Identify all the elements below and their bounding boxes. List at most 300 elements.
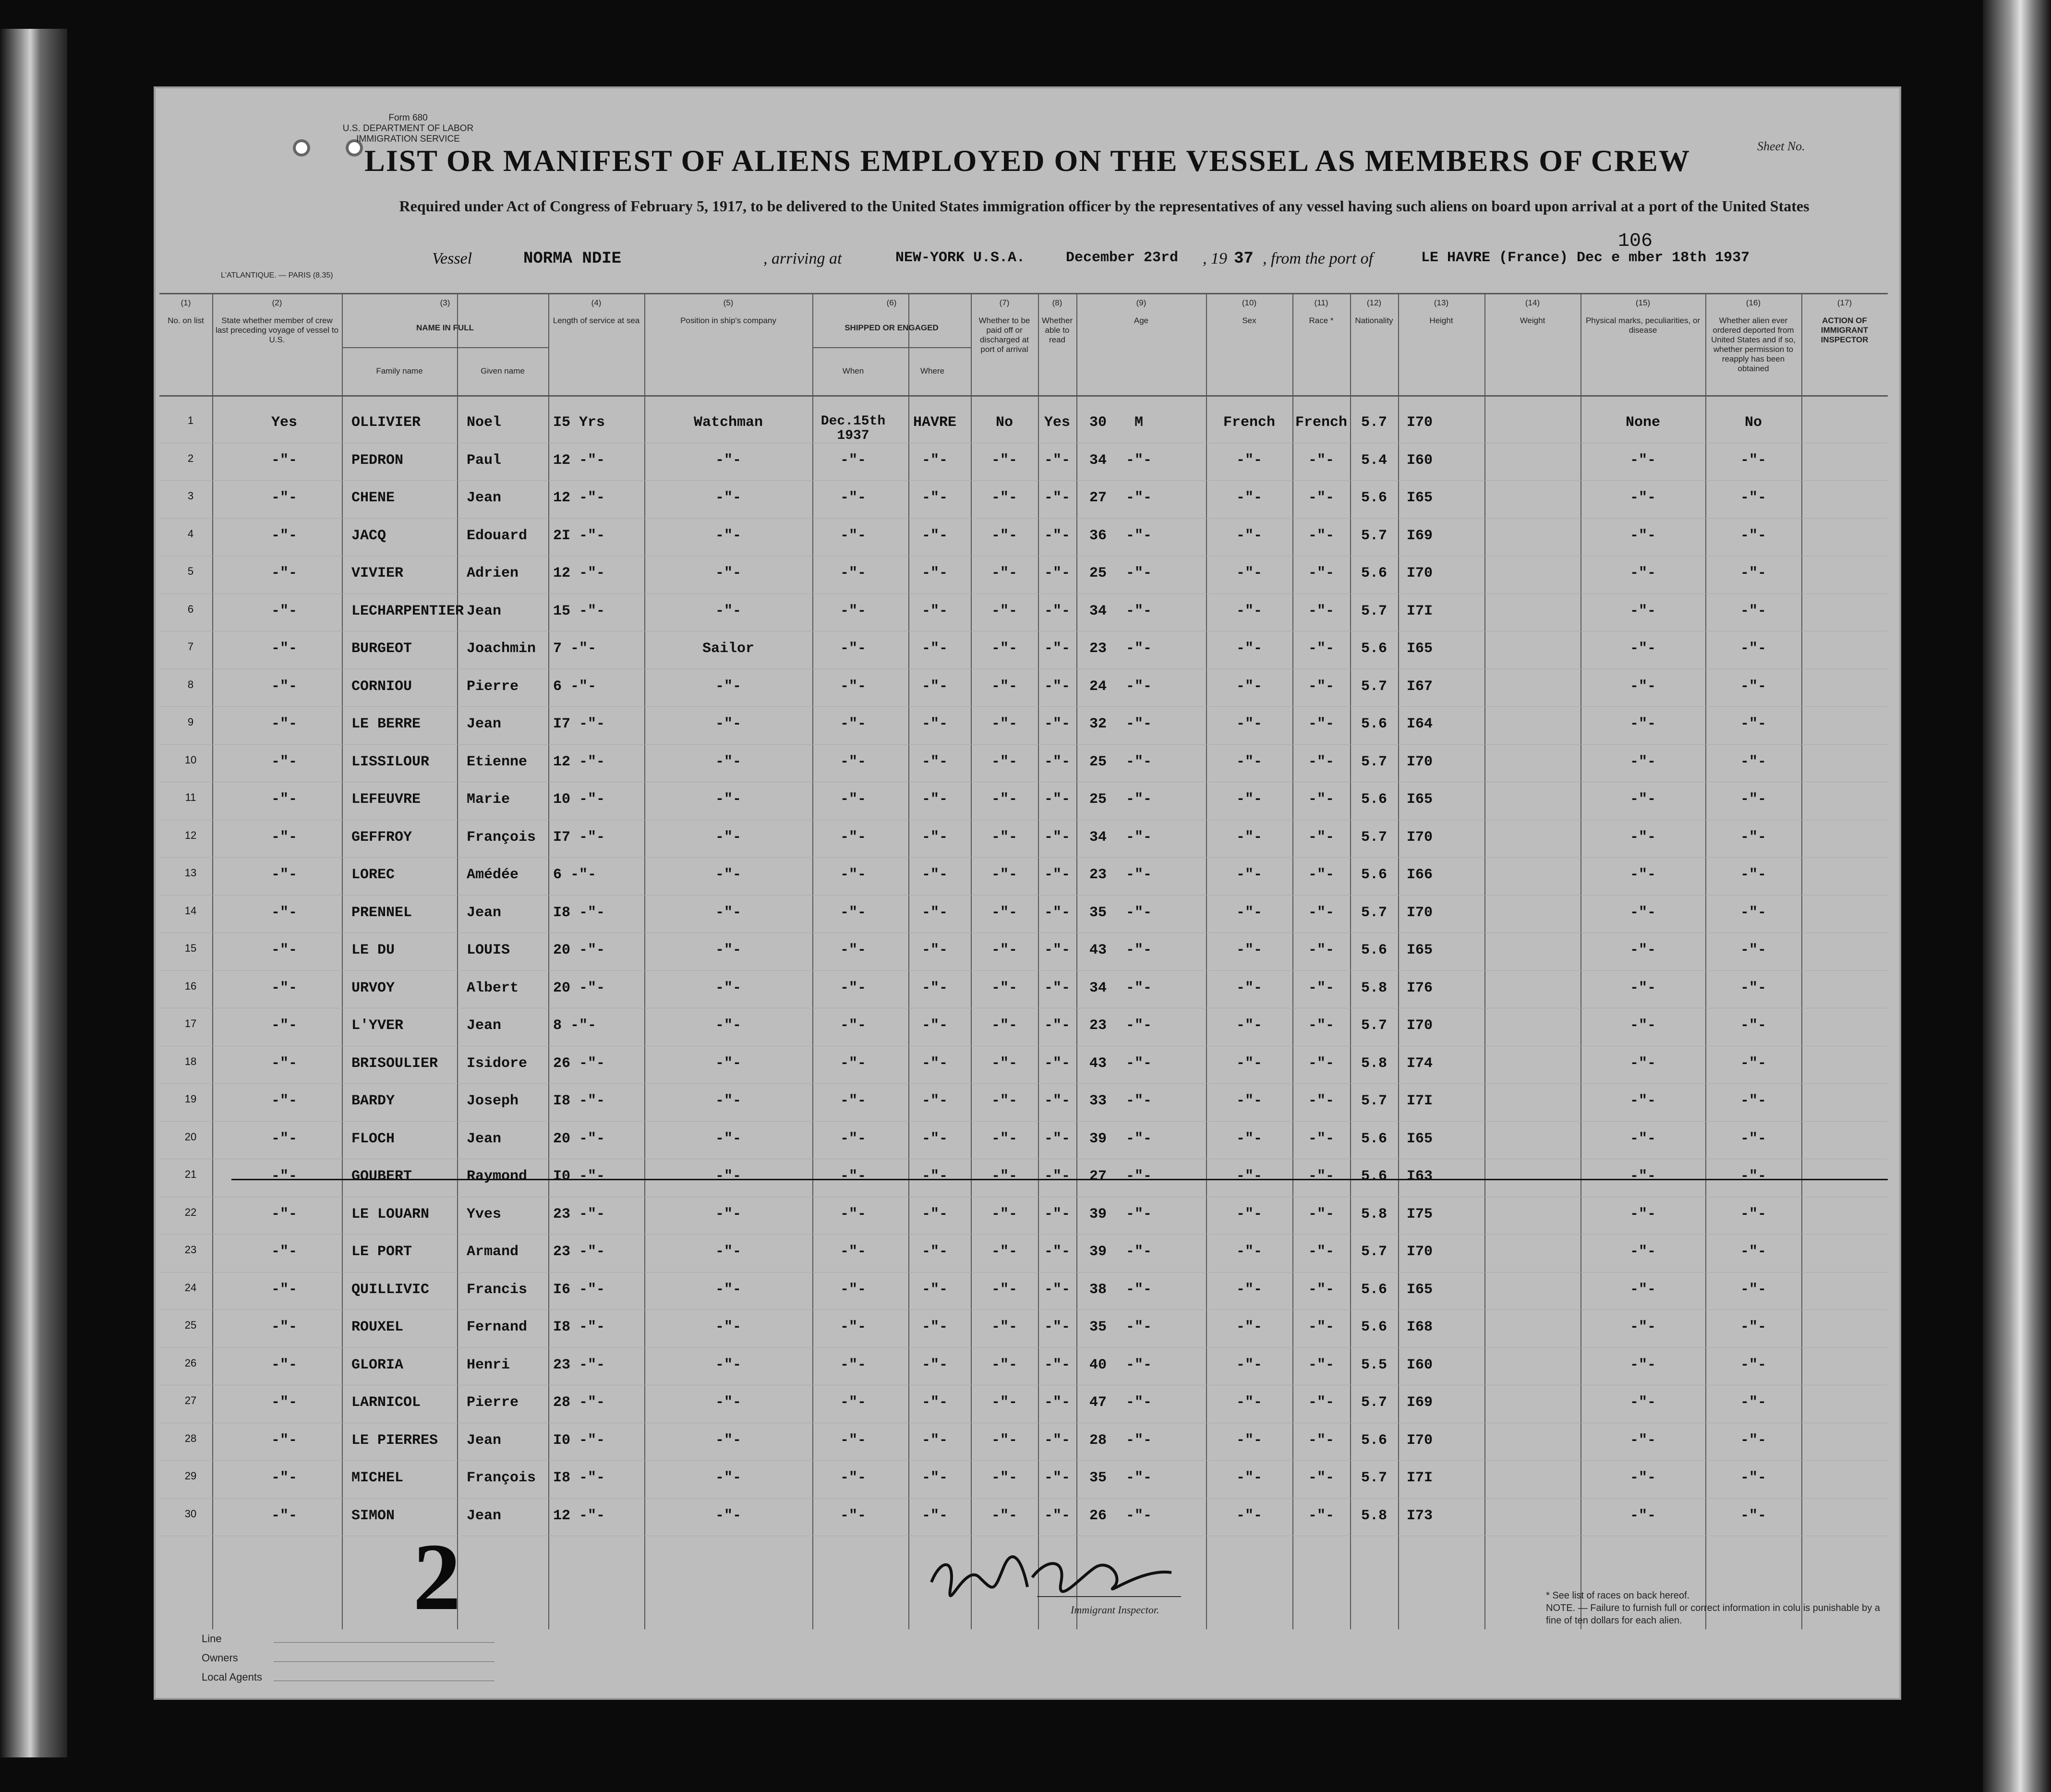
subheader-rule <box>812 347 971 348</box>
row-rule <box>159 1309 1888 1310</box>
cell-no: 13 <box>184 867 197 879</box>
cell-deported: -"- <box>1740 452 1766 469</box>
cell-no: 14 <box>184 904 197 917</box>
crew-table <box>159 293 1888 1629</box>
cell-marks: -"- <box>1629 1356 1656 1373</box>
column-rule <box>548 294 549 1629</box>
cell-nat: -"- <box>1308 942 1334 958</box>
column-header: Age <box>1134 316 1149 325</box>
cell-when: -"- <box>840 1130 866 1147</box>
cell-service: I8 -"- <box>553 904 605 921</box>
cell-when: -"- <box>840 1432 866 1449</box>
cell-marks: -"- <box>1629 490 1656 506</box>
cell-marks: -"- <box>1629 1168 1656 1185</box>
inspector-signature <box>922 1549 1191 1606</box>
cell-age: 23 <box>1089 1017 1107 1034</box>
cell-read: -"- <box>1044 641 1070 657</box>
cell-race: -"- <box>1236 1432 1262 1449</box>
cell-family: QUILLIVIC <box>351 1281 430 1298</box>
cell-weight: I70 <box>1406 1432 1433 1449</box>
cell-race: French <box>1223 414 1276 431</box>
cell-service: 2I -"- <box>553 527 605 544</box>
cell-when: -"- <box>840 1055 866 1072</box>
cell-age: 34 <box>1089 603 1107 619</box>
cell-when: -"- <box>840 1394 866 1411</box>
cell-read: -"- <box>1044 829 1070 846</box>
form-number <box>336 113 480 145</box>
cell-given: Noel <box>467 414 502 431</box>
cell-no: 25 <box>184 1319 197 1331</box>
cell-deported: -"- <box>1740 791 1766 808</box>
cell-family: CORNIOU <box>351 678 412 695</box>
cell-deported: -"- <box>1740 980 1766 996</box>
cell-nat: -"- <box>1308 1319 1334 1335</box>
cell-read: -"- <box>1044 527 1070 544</box>
column-subheader: Where <box>920 366 945 375</box>
cell-prev: -"- <box>271 1244 297 1260</box>
cell-paid: -"- <box>991 1319 1017 1335</box>
cell-service: 8 -"- <box>553 1017 597 1034</box>
cell-sex: -"- <box>1125 641 1152 657</box>
cell-weight: I65 <box>1406 1281 1433 1298</box>
cell-no: 4 <box>187 527 194 540</box>
cell-marks: -"- <box>1629 829 1656 846</box>
cell-weight: I70 <box>1406 1017 1433 1034</box>
cell-deported: -"- <box>1740 716 1766 732</box>
cell-family: ROUXEL <box>351 1319 404 1335</box>
cell-paid: -"- <box>991 565 1017 581</box>
cell-marks: -"- <box>1629 641 1656 657</box>
cell-read: -"- <box>1044 753 1070 770</box>
cell-no: 8 <box>187 678 194 690</box>
cell-nat: -"- <box>1308 980 1334 996</box>
cell-no: 23 <box>184 1244 197 1256</box>
cell-age: 23 <box>1089 641 1107 657</box>
cell-family: SIMON <box>351 1507 395 1524</box>
cell-sex: -"- <box>1125 1356 1152 1373</box>
cell-height: 5.4 <box>1361 452 1387 469</box>
cell-height: 5.6 <box>1361 791 1387 808</box>
cell-deported: -"- <box>1740 1244 1766 1260</box>
column-rule <box>644 294 645 1629</box>
cell-prev: -"- <box>271 980 297 996</box>
cell-age: 39 <box>1089 1130 1107 1147</box>
cell-age: 38 <box>1089 1281 1107 1298</box>
cell-height: 5.8 <box>1361 980 1387 996</box>
cell-height: 5.7 <box>1361 1470 1387 1486</box>
row-rule <box>159 744 1888 745</box>
cell-deported: -"- <box>1740 1281 1766 1298</box>
cell-given: Jean <box>467 603 502 619</box>
cell-age: 25 <box>1089 791 1107 808</box>
cell-marks: -"- <box>1629 452 1656 469</box>
column-number: (5) <box>723 298 734 307</box>
cell-nat: -"- <box>1308 904 1334 921</box>
cell-nat: -"- <box>1308 791 1334 808</box>
column-header: State whether member of crew last preceding voyage of vessel to U.S. <box>215 316 339 344</box>
cell-deported: -"- <box>1740 1093 1766 1109</box>
cell-weight: I60 <box>1406 1356 1433 1373</box>
cell-when: -"- <box>840 452 866 469</box>
cell-given: Armand <box>467 1244 519 1260</box>
cell-service: 20 -"- <box>553 980 605 996</box>
column-header: Sex <box>1242 316 1256 325</box>
cell-sex: -"- <box>1125 527 1152 544</box>
cell-service: 7 -"- <box>553 641 597 657</box>
cell-paid: -"- <box>991 641 1017 657</box>
cell-family: LOREC <box>351 867 395 883</box>
cell-marks: -"- <box>1629 753 1656 770</box>
cell-no: 3 <box>187 490 194 502</box>
cell-marks: -"- <box>1629 1093 1656 1109</box>
cell-paid: No <box>995 414 1013 431</box>
cell-weight: I65 <box>1406 791 1433 808</box>
cell-nat: -"- <box>1308 867 1334 883</box>
cell-prev: -"- <box>271 527 297 544</box>
cell-no: 2 <box>187 452 194 464</box>
cell-deported: No <box>1744 414 1762 431</box>
cell-race: -"- <box>1236 603 1262 619</box>
cell-weight: I73 <box>1406 1507 1433 1524</box>
cell-sex: -"- <box>1125 980 1152 996</box>
column-subheader: Given name <box>481 366 525 375</box>
cell-paid: -"- <box>991 678 1017 695</box>
cell-position: -"- <box>715 1093 741 1109</box>
cell-height: 5.7 <box>1361 527 1387 544</box>
cell-when: -"- <box>840 1507 866 1524</box>
cell-given: Yves <box>467 1206 502 1223</box>
cell-race: -"- <box>1236 904 1262 921</box>
footer <box>154 1623 1901 1700</box>
cell-height: 5.7 <box>1361 829 1387 846</box>
cell-given: Adrien <box>467 565 519 581</box>
cell-read: -"- <box>1044 1507 1070 1524</box>
cell-marks: -"- <box>1629 527 1656 544</box>
cell-paid: -"- <box>991 1206 1017 1223</box>
cell-where: -"- <box>921 1168 948 1185</box>
cell-position: -"- <box>715 1319 741 1335</box>
cell-nat: -"- <box>1308 1093 1334 1109</box>
cell-paid: -"- <box>991 452 1017 469</box>
cell-service: 26 -"- <box>553 1055 605 1072</box>
column-number: (16) <box>1746 298 1761 307</box>
cell-prev: -"- <box>271 1017 297 1034</box>
cell-read: -"- <box>1044 867 1070 883</box>
cell-age: 35 <box>1089 1319 1107 1335</box>
cell-weight: I69 <box>1406 1394 1433 1411</box>
cell-prev: -"- <box>271 641 297 657</box>
cell-deported: -"- <box>1740 1206 1766 1223</box>
cell-sex: -"- <box>1125 1168 1152 1185</box>
cell-where: -"- <box>921 829 948 846</box>
cell-race: -"- <box>1236 490 1262 506</box>
cell-where: -"- <box>921 980 948 996</box>
arrival-date: December 23rd <box>1066 250 1179 266</box>
cell-deported: -"- <box>1740 641 1766 657</box>
cell-race: -"- <box>1236 1319 1262 1335</box>
cell-age: 25 <box>1089 565 1107 581</box>
cell-position: -"- <box>715 791 741 808</box>
column-header: ACTION OF IMMIGRANT INSPECTOR <box>1821 316 1869 344</box>
column-rule <box>812 294 813 1629</box>
cell-prev: -"- <box>271 1055 297 1072</box>
cell-when: -"- <box>840 1470 866 1486</box>
cell-given: LOUIS <box>467 942 510 958</box>
cell-age: 35 <box>1089 904 1107 921</box>
cell-prev: -"- <box>271 1168 297 1185</box>
cell-where: -"- <box>921 1206 948 1223</box>
cell-family: URVOY <box>351 980 395 996</box>
cell-marks: -"- <box>1629 1206 1656 1223</box>
cell-read: Yes <box>1044 414 1070 431</box>
column-number: (10) <box>1242 298 1257 307</box>
cell-prev: -"- <box>271 1281 297 1298</box>
cell-no: 20 <box>184 1130 197 1143</box>
cell-when: -"- <box>840 1319 866 1335</box>
cell-prev: -"- <box>271 942 297 958</box>
cell-paid: -"- <box>991 942 1017 958</box>
cell-age: 39 <box>1089 1244 1107 1260</box>
cell-sex: -"- <box>1125 452 1152 469</box>
column-number: (15) <box>1635 298 1651 307</box>
cell-weight: I67 <box>1406 678 1433 695</box>
cell-weight: I7I <box>1406 1470 1433 1486</box>
cell-when: -"- <box>840 716 866 732</box>
cell-paid: -"- <box>991 490 1017 506</box>
cell-no: 19 <box>184 1093 197 1105</box>
cell-weight: I70 <box>1406 753 1433 770</box>
cell-race: -"- <box>1236 1281 1262 1298</box>
cell-weight: I64 <box>1406 716 1433 732</box>
cell-read: -"- <box>1044 490 1070 506</box>
cell-height: 5.6 <box>1361 641 1387 657</box>
cell-nat: -"- <box>1308 829 1334 846</box>
column-number: (9) <box>1136 298 1146 307</box>
column-header: Whether to be paid off or discharged at port of arrival <box>978 316 1030 354</box>
cell-marks: -"- <box>1629 1432 1656 1449</box>
cell-sex: -"- <box>1125 490 1152 506</box>
cell-prev: -"- <box>271 452 297 469</box>
cell-given: Pierre <box>467 678 519 695</box>
cell-position: -"- <box>715 1017 741 1034</box>
cell-marks: -"- <box>1629 942 1656 958</box>
cell-service: I0 -"- <box>553 1168 605 1185</box>
cell-position: -"- <box>715 829 741 846</box>
cell-position: -"- <box>715 678 741 695</box>
cell-no: 26 <box>184 1356 197 1369</box>
cell-weight: I75 <box>1406 1206 1433 1223</box>
row-rule <box>159 518 1888 519</box>
cell-weight: I63 <box>1406 1168 1433 1185</box>
cell-deported: -"- <box>1740 942 1766 958</box>
cell-when: -"- <box>840 829 866 846</box>
cell-nat: -"- <box>1308 1130 1334 1147</box>
cell-prev: -"- <box>271 603 297 619</box>
cell-prev: -"- <box>271 1093 297 1109</box>
cell-no: 30 <box>184 1507 197 1520</box>
cell-weight: I69 <box>1406 527 1433 544</box>
cell-nat: -"- <box>1308 1206 1334 1223</box>
printer-imprint: L'ATLANTIQUE. — PARIS (8.35) <box>221 271 333 279</box>
cell-paid: -"- <box>991 1017 1017 1034</box>
year-prefix: , 19 <box>1203 250 1227 267</box>
cell-sex: -"- <box>1125 829 1152 846</box>
cell-paid: -"- <box>991 980 1017 996</box>
cell-prev: -"- <box>271 1319 297 1335</box>
cell-marks: -"- <box>1629 867 1656 883</box>
cell-service: I5 Yrs <box>553 414 605 431</box>
binder-right-edge <box>1983 0 2051 1792</box>
cell-position: -"- <box>715 942 741 958</box>
cell-age: 34 <box>1089 980 1107 996</box>
cell-read: -"- <box>1044 904 1070 921</box>
cell-service: 10 -"- <box>553 791 605 808</box>
cell-service: 12 -"- <box>553 1507 605 1524</box>
cell-weight: I70 <box>1406 1244 1433 1260</box>
column-header: Whether able to read <box>1041 316 1073 344</box>
cell-given: Jean <box>467 1507 502 1524</box>
cell-given: Amédée <box>467 867 519 883</box>
cell-paid: -"- <box>991 829 1017 846</box>
cell-age: 27 <box>1089 490 1107 506</box>
column-subheader: When <box>842 366 864 375</box>
row-rule <box>159 1121 1888 1122</box>
column-rule <box>1801 294 1802 1629</box>
cell-sex: -"- <box>1125 1281 1152 1298</box>
cell-race: -"- <box>1236 678 1262 695</box>
cell-where: -"- <box>921 1319 948 1335</box>
cell-deported: -"- <box>1740 753 1766 770</box>
cell-sex: -"- <box>1125 867 1152 883</box>
cell-read: -"- <box>1044 1017 1070 1034</box>
cell-when: -"- <box>840 942 866 958</box>
cell-sex: -"- <box>1125 753 1152 770</box>
cell-no: 29 <box>184 1470 197 1482</box>
cell-service: 6 -"- <box>553 867 597 883</box>
cell-race: -"- <box>1236 1507 1262 1524</box>
cell-weight: I70 <box>1406 904 1433 921</box>
cell-age: 43 <box>1089 1055 1107 1072</box>
cell-position: -"- <box>715 1244 741 1260</box>
cell-family: LE BERRE <box>351 716 421 732</box>
cell-nat: -"- <box>1308 1244 1334 1260</box>
cell-paid: -"- <box>991 1394 1017 1411</box>
cell-where: -"- <box>921 1281 948 1298</box>
cell-service: I7 -"- <box>553 716 605 732</box>
cell-service: 23 -"- <box>553 1206 605 1223</box>
cell-read: -"- <box>1044 716 1070 732</box>
cell-weight: I65 <box>1406 490 1433 506</box>
column-header: Position in ship's company <box>680 316 776 325</box>
cell-marks: -"- <box>1629 603 1656 619</box>
cell-where: -"- <box>921 942 948 958</box>
cell-given: Albert <box>467 980 519 996</box>
cell-age: 43 <box>1089 942 1107 958</box>
cell-height: 5.6 <box>1361 1281 1387 1298</box>
cell-marks: -"- <box>1629 1244 1656 1260</box>
cell-service: 28 -"- <box>553 1394 605 1411</box>
form-line: U.S. DEPARTMENT OF LABOR <box>342 123 474 133</box>
cell-where: -"- <box>921 1017 948 1034</box>
cell-paid: -"- <box>991 791 1017 808</box>
cell-family: OLLIVIER <box>351 414 421 431</box>
cell-nat: French <box>1295 414 1348 431</box>
cell-no: 7 <box>187 641 194 653</box>
cell-sex: -"- <box>1125 1394 1152 1411</box>
cell-where: -"- <box>921 603 948 619</box>
cell-when: -"- <box>840 678 866 695</box>
cell-nat: -"- <box>1308 1470 1334 1486</box>
row-rule <box>159 1498 1888 1499</box>
cell-marks: -"- <box>1629 1017 1656 1034</box>
cell-height: 5.6 <box>1361 867 1387 883</box>
cell-weight: I70 <box>1406 829 1433 846</box>
cell-age: 28 <box>1089 1432 1107 1449</box>
cell-nat: -"- <box>1308 603 1334 619</box>
cell-sex: -"- <box>1125 678 1152 695</box>
cell-race: -"- <box>1236 1206 1262 1223</box>
cell-sex: M <box>1134 414 1143 431</box>
cell-sex: -"- <box>1125 1507 1152 1524</box>
cell-no: 5 <box>187 565 194 577</box>
cell-prev: -"- <box>271 867 297 883</box>
cell-no: 6 <box>187 603 194 615</box>
cell-when: -"- <box>840 1206 866 1223</box>
cell-service: 12 -"- <box>553 565 605 581</box>
cell-sex: -"- <box>1125 1319 1152 1335</box>
cell-no: 16 <box>184 980 197 992</box>
cell-age: 39 <box>1089 1206 1107 1223</box>
cell-position: -"- <box>715 1281 741 1298</box>
column-rule <box>1484 294 1485 1629</box>
cell-age: 23 <box>1089 867 1107 883</box>
cell-position: -"- <box>715 527 741 544</box>
cell-height: 5.7 <box>1361 678 1387 695</box>
cell-read: -"- <box>1044 1470 1070 1486</box>
column-number: (1) <box>181 298 191 307</box>
cell-given: Edouard <box>467 527 528 544</box>
cell-where: -"- <box>921 490 948 506</box>
cell-when: -"- <box>840 904 866 921</box>
cell-given: Joseph <box>467 1093 519 1109</box>
cell-where: -"- <box>921 753 948 770</box>
cell-age: 33 <box>1089 1093 1107 1109</box>
cell-deported: -"- <box>1740 490 1766 506</box>
cell-age: 25 <box>1089 753 1107 770</box>
cell-marks: -"- <box>1629 716 1656 732</box>
cell-sex: -"- <box>1125 565 1152 581</box>
cell-height: 5.8 <box>1361 1206 1387 1223</box>
cell-position: -"- <box>715 1470 741 1486</box>
manifest-page <box>154 86 1901 1700</box>
cell-race: -"- <box>1236 867 1262 883</box>
column-header: Height <box>1429 316 1453 325</box>
cell-race: -"- <box>1236 1394 1262 1411</box>
cell-prev: -"- <box>271 1206 297 1223</box>
handwritten-number: 2 <box>413 1524 461 1630</box>
cell-weight: I66 <box>1406 867 1433 883</box>
cell-weight: I7I <box>1406 603 1433 619</box>
cell-marks: -"- <box>1629 980 1656 996</box>
cell-paid: -"- <box>991 904 1017 921</box>
cell-marks: -"- <box>1629 791 1656 808</box>
cell-deported: -"- <box>1740 1055 1766 1072</box>
owners-label: Owners <box>202 1652 238 1664</box>
cell-deported: -"- <box>1740 1017 1766 1034</box>
column-number: (7) <box>999 298 1010 307</box>
cell-service: 12 -"- <box>553 753 605 770</box>
cell-where: -"- <box>921 716 948 732</box>
